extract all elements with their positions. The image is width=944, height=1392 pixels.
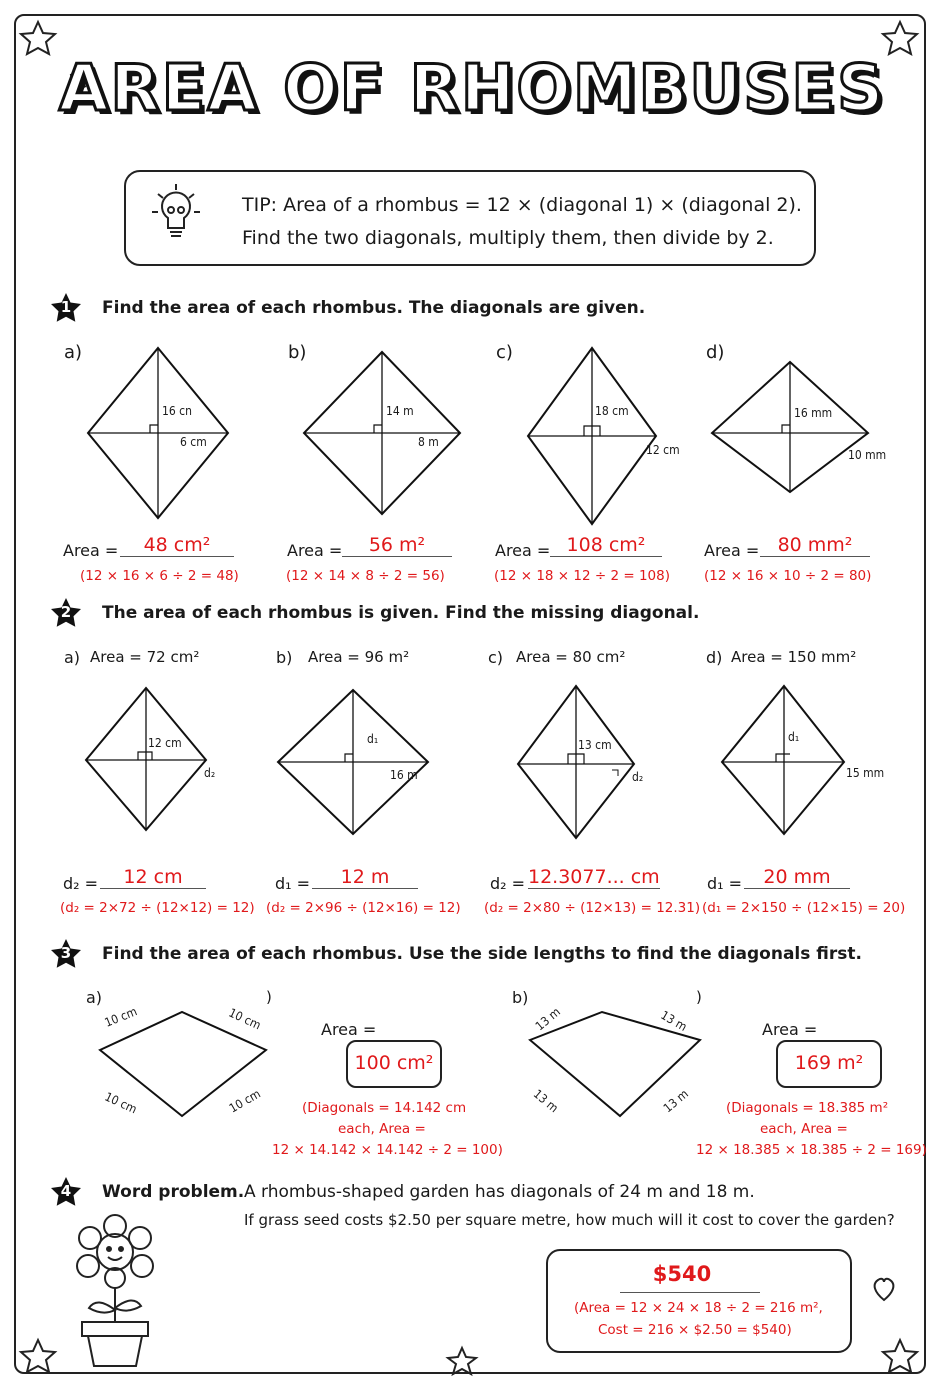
q1-c-letter: c): [496, 342, 513, 363]
q2-b-answer: 12 m: [312, 866, 418, 889]
q3-b-work-1: (Diagonals = 18.385 m²: [726, 1100, 889, 1116]
q2-a-unknown-label: d₂: [204, 766, 216, 780]
q3-b-side-4: 13 m: [660, 1086, 691, 1116]
q2-c-unknown-label: d₂: [632, 770, 644, 784]
q2-d-given: Area = 150 mm²: [731, 648, 857, 666]
q3-b-side-2: 13 m: [658, 1008, 690, 1034]
q2-d-work: (d₁ = 2×150 ÷ (12×15) = 20): [702, 900, 906, 916]
q3-a-side-3: 10 cm: [102, 1089, 140, 1117]
q1-a-d1-label: 16 cn: [162, 404, 192, 418]
star-icon: [883, 1340, 917, 1372]
q1-c-work: (12 × 18 × 12 ÷ 2 = 108): [494, 568, 671, 584]
q2-b-given: Area = 96 m²: [308, 648, 410, 666]
q1-d-area-label: Area =: [704, 541, 760, 560]
word-problem-work-2: Cost = 216 × $2.50 = $540): [598, 1322, 792, 1338]
word-problem-answer: $540: [652, 1262, 712, 1286]
q1-a-area-label: Area =: [63, 541, 119, 560]
q3-a-paren: ): [266, 988, 272, 1006]
question-text-1: Find the area of each rhombus. The diagonals are given.: [102, 298, 646, 318]
q2-a-known-label: 12 cm: [148, 736, 182, 750]
q2-d-letter: d): [706, 648, 723, 667]
q2-c-letter: c): [488, 648, 504, 667]
page-title: AREA OF RHOMBUSES: [58, 52, 886, 126]
heart-icon: [875, 1279, 894, 1300]
q2-figures: [0, 684, 944, 864]
tip-box: [124, 170, 816, 266]
star-icon: [883, 22, 917, 54]
q1-b-d2-label: 8 m: [418, 435, 439, 449]
q2-c-answer-label: d₂ =: [490, 874, 526, 893]
q1-a-work: (12 × 16 × 6 ÷ 2 = 48): [80, 568, 239, 584]
q2-c-work: (d₂ = 2×80 ÷ (12×13) = 12.31): [484, 900, 701, 916]
q3-a-work-1: (Diagonals = 14.142 cm: [302, 1100, 467, 1116]
q3-b-letter: b): [512, 988, 529, 1007]
q3-b-area-label: Area =: [762, 1020, 818, 1039]
q2-c-answer: 12.3077... cm: [528, 866, 660, 888]
q1-b-work: (12 × 14 × 8 ÷ 2 = 56): [286, 568, 445, 584]
q1-c-d1-label: 18 cm: [595, 404, 629, 418]
q2-c-given: Area = 80 cm²: [516, 648, 626, 666]
q1-b-area-label: Area =: [287, 541, 343, 560]
q2-d-unknown-label: d₁: [788, 730, 800, 744]
q3-b-side-3: 13 m: [530, 1086, 561, 1116]
word-problem-label: Word problem.: [102, 1182, 245, 1202]
lightbulb-icon: [150, 180, 210, 250]
q1-b-d1-label: 14 m: [386, 404, 414, 418]
q3-a-area-label: Area =: [321, 1020, 377, 1039]
q1-figures: [0, 340, 944, 540]
q2-d-answer: 20 mm: [744, 866, 850, 889]
q2-b-letter: b): [276, 648, 293, 667]
q1-d-d2-label: 10 mm: [848, 448, 887, 462]
q2-b-known-label: 16 m: [390, 768, 418, 782]
q3-b-work-2: each, Area =: [760, 1121, 848, 1137]
star-icon: [21, 1340, 55, 1372]
q1-d-letter: d): [706, 342, 725, 363]
q2-a-given: Area = 72 cm²: [90, 648, 200, 666]
q3-b-answer: 169 m²: [794, 1052, 864, 1074]
q1-b-answer: 56 m²: [342, 534, 452, 557]
q2-a-answer: 12 cm: [100, 866, 206, 889]
q3-a-side-2: 10 cm: [226, 1005, 264, 1033]
q2-b-unknown-label: d₁: [367, 732, 379, 746]
q3-a-side-1: 10 cm: [102, 1004, 140, 1030]
q1-a-answer: 48 cm²: [120, 534, 234, 557]
q1-d-work: (12 × 16 × 10 ÷ 2 = 80): [704, 568, 872, 584]
question-text-2: The area of each rhombus is given. Find the missing diagonal.: [102, 603, 700, 623]
q3-a-work-3: 12 × 14.142 × 14.142 ÷ 2 = 100): [272, 1142, 503, 1158]
question-number-1: 1: [60, 298, 72, 316]
q2-a-letter: a): [64, 648, 81, 667]
q1-b-letter: b): [288, 342, 307, 363]
q1-a-d2-label: 6 cm: [180, 435, 207, 449]
word-problem-text-2: If grass seed costs $2.50 per square metre, how much will it cost to cover the garden?: [244, 1211, 895, 1229]
q1-d-d1-label: 16 mm: [794, 406, 833, 420]
word-problem-work-1: (Area = 12 × 24 × 18 ÷ 2 = 216 m²,: [574, 1300, 823, 1316]
q2-a-work: (d₂ = 2×72 ÷ (12×12) = 12): [60, 900, 255, 916]
answer-underline: [620, 1292, 760, 1293]
q3-a-answer: 100 cm²: [354, 1052, 434, 1074]
question-number-3: 3: [60, 944, 72, 962]
q3-b-work-3: 12 × 18.385 × 18.385 ÷ 2 = 169): [696, 1142, 927, 1158]
q1-a-letter: a): [64, 342, 83, 363]
q3-a-letter: a): [86, 988, 103, 1007]
q3-b-paren: ): [696, 988, 702, 1006]
question-number-2: 2: [60, 603, 72, 621]
tip-line-1: TIP: Area of a rhombus = 12 × (diagonal 1) × (diagonal 2).: [242, 194, 802, 216]
question-number-4: 4: [60, 1182, 72, 1200]
q2-a-answer-label: d₂ =: [63, 874, 99, 893]
q2-b-answer-label: d₁ =: [275, 874, 311, 893]
q1-d-answer: 80 mm²: [760, 534, 870, 557]
word-problem-text-1: A rhombus-shaped garden has diagonals of 24 m and 18 m.: [244, 1182, 755, 1202]
q1-c-area-label: Area =: [495, 541, 551, 560]
q2-d-answer-label: d₁ =: [707, 874, 743, 893]
q1-c-answer: 108 cm²: [550, 534, 662, 557]
q1-c-d2-label: 12 cm: [646, 443, 680, 457]
q2-c-known-label: 13 cm: [578, 738, 612, 752]
tip-line-2: Find the two diagonals, multiply them, then divide by 2.: [242, 227, 774, 249]
question-text-3: Find the area of each rhombus. Use the side lengths to find the diagonals first.: [102, 944, 862, 964]
rhombus-2d: [722, 686, 844, 834]
flower-pot-icon: [60, 1212, 170, 1372]
star-icon: [448, 1348, 476, 1374]
q2-d-known-label: 15 mm: [846, 766, 885, 780]
q2-b-work: (d₂ = 2×96 ÷ (12×16) = 12): [266, 900, 461, 916]
q3-a-side-4: 10 cm: [226, 1086, 263, 1116]
star-icon: [21, 22, 55, 54]
q3-a-work-2: each, Area =: [338, 1121, 426, 1137]
q3-b-side-1: 13 m: [532, 1004, 563, 1034]
